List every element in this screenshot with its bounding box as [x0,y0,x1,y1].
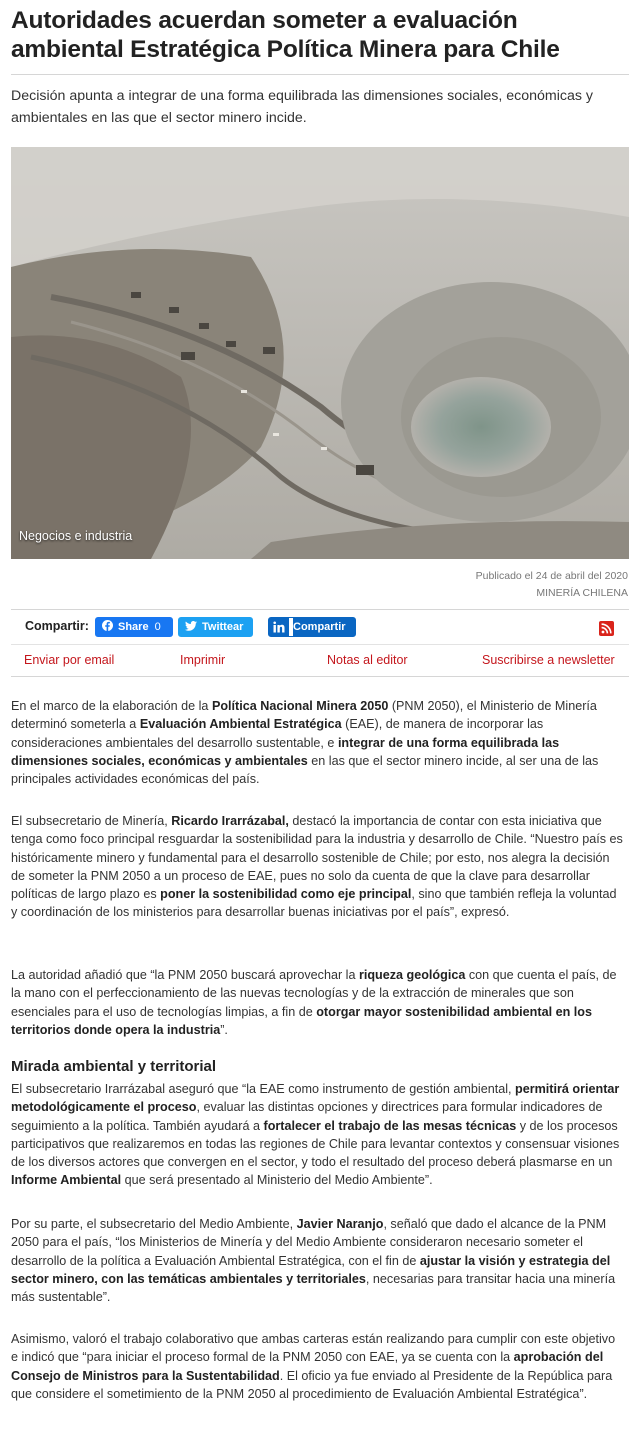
section-heading: Mirada ambiental y territorial [11,1058,217,1075]
twitter-icon [185,621,197,634]
body-paragraph-1: En el marco de la elaboración de la Política Nacional Minera 2050 (PNM 2050), el Ministerio de Minería determinó someterla a Evaluación Ambiental Estratégica (EAE), de manera de incorporar las consideraciones ambientales del desarrollo sustentable, e integrar de una forma equilibrada las dimensiones sociales, económicas y ambientales en las que el sector minero incide, al ser una de las principales actividades económicas del país. [11,699,599,787]
article-hero-image [11,147,629,559]
publish-date: Publicado el 24 de abril del 2020 [475,570,628,582]
body-paragraph-4: El subsecretario Irarrázabal aseguró que “la EAE como instrumento de gestión ambiental, permitirá orientar metodológicamente el proceso, evaluar las distintas opciones y directrices para formular indicadores de seguimiento a la política. También ayudará a fortalecer el trabajo de las mesas técnicas y de los procesos participativos que realizaremos en todas las regiones de Chile para levantar contextos y consensuar visiones de los diversos actores que convergen en el sector, y todo el resultado del proceso deberá plasmarse en un Informe Ambiental que será presentado al Ministerio del Medio Ambiente”. [11,1082,620,1188]
article-title: Autoridades acuerdan someter a evaluación ambiental Estratégica Política Minera para Chile [11,7,560,63]
title-divider [11,74,629,75]
linkedin-share-button[interactable] [268,617,356,637]
article-lead: Decisión apunta a integrar de una forma equilibrada las dimensiones sociales, económicas y ambientales en las que el sector minero incide. [11,88,594,126]
body-paragraph-3: La autoridad añadió que “la PNM 2050 buscará aprovechar la riqueza geológica con que cuenta el país, de la mano con el perfeccionamiento de las nuevas tecnologías y de la extracción de minerales que son esenciales para el uso de tecnologías limpias, a fin de otorgar mayor sostenibilidad ambiental en los territorios donde opera la industria”. [11,968,617,1037]
share-divider [11,609,629,610]
newsletter-link[interactable]: Suscribirse a newsletter [482,653,615,667]
twitter-share-label: Twittear [202,621,244,633]
share-label: Compartir: [25,619,89,633]
body-paragraph-6: Asimismo, valoró el trabajo colaborativo que ambas carteras están realizando para cumplir con este objetivo e indicó que “para iniciar el proceso formal de la PNM 2050 con EAE, ya se cuenta con la aprobación del Consejo de Ministros para la Sustentabilidad. El oficio ya fue enviado al Presidente de la República para que considere el sometimiento de la PNM 2050 al procedimiento de Evaluación Ambiental Estratégica”. [11,1332,616,1401]
actions-divider-bottom [11,676,629,677]
body-paragraph-2: El subsecretario de Minería, Ricardo Irarrázabal, destacó la importancia de contar con esta iniciativa que tenga como foco principal resguardar la sostenibilidad para la industria y desarrollo de Chile. “Nuestro país es históricamente minero y fundamental para el desarrollo sostenible de Chile; por esto, nos alegra la decisión de someter la PNM 2050 a un proceso de EAE, pues no solo da cuenta de que la clave para desarrollar políticas de largo plazo es poner la sostenibilidad como eje principal, sino que también refleja la voluntad y coordinación de los ministerios para desarrollar buenas iniciativas por el país”, expresó. [11,814,623,920]
twitter-share-button[interactable] [178,617,253,637]
publication-source: MINERÍA CHILENA [536,587,628,599]
image-category-caption: Negocios e industria [19,529,133,543]
linkedin-share-label: Compartir [293,618,355,636]
facebook-share-label: Share [118,621,149,633]
rss-icon[interactable] [599,621,614,636]
facebook-share-count: 0 [154,621,161,633]
facebook-icon [102,620,113,634]
print-link[interactable]: Imprimir [180,653,226,667]
facebook-share-button[interactable] [95,617,173,637]
linkedin-icon [269,618,289,636]
body-paragraph-5: Por su parte, el subsecretario del Medio Ambiente, Javier Naranjo, señaló que dado el alcance de la PNM 2050 para el país, “los Ministerios de Minería y del Medio Ambiente consideraron necesario someter el desarrollo de la política a Evaluación Ambiental Estratégica, con el fin de ajustar la visión y estrategia del sector minero, con las temáticas ambientales y territoriales, necesarias para transitar hacia una minería más sustentable”. [11,1217,616,1305]
email-link[interactable]: Enviar por email [24,653,115,667]
actions-divider-top [11,644,629,645]
open-pit-mine-image [11,147,629,559]
editor-notes-link[interactable]: Notas al editor [327,653,408,667]
